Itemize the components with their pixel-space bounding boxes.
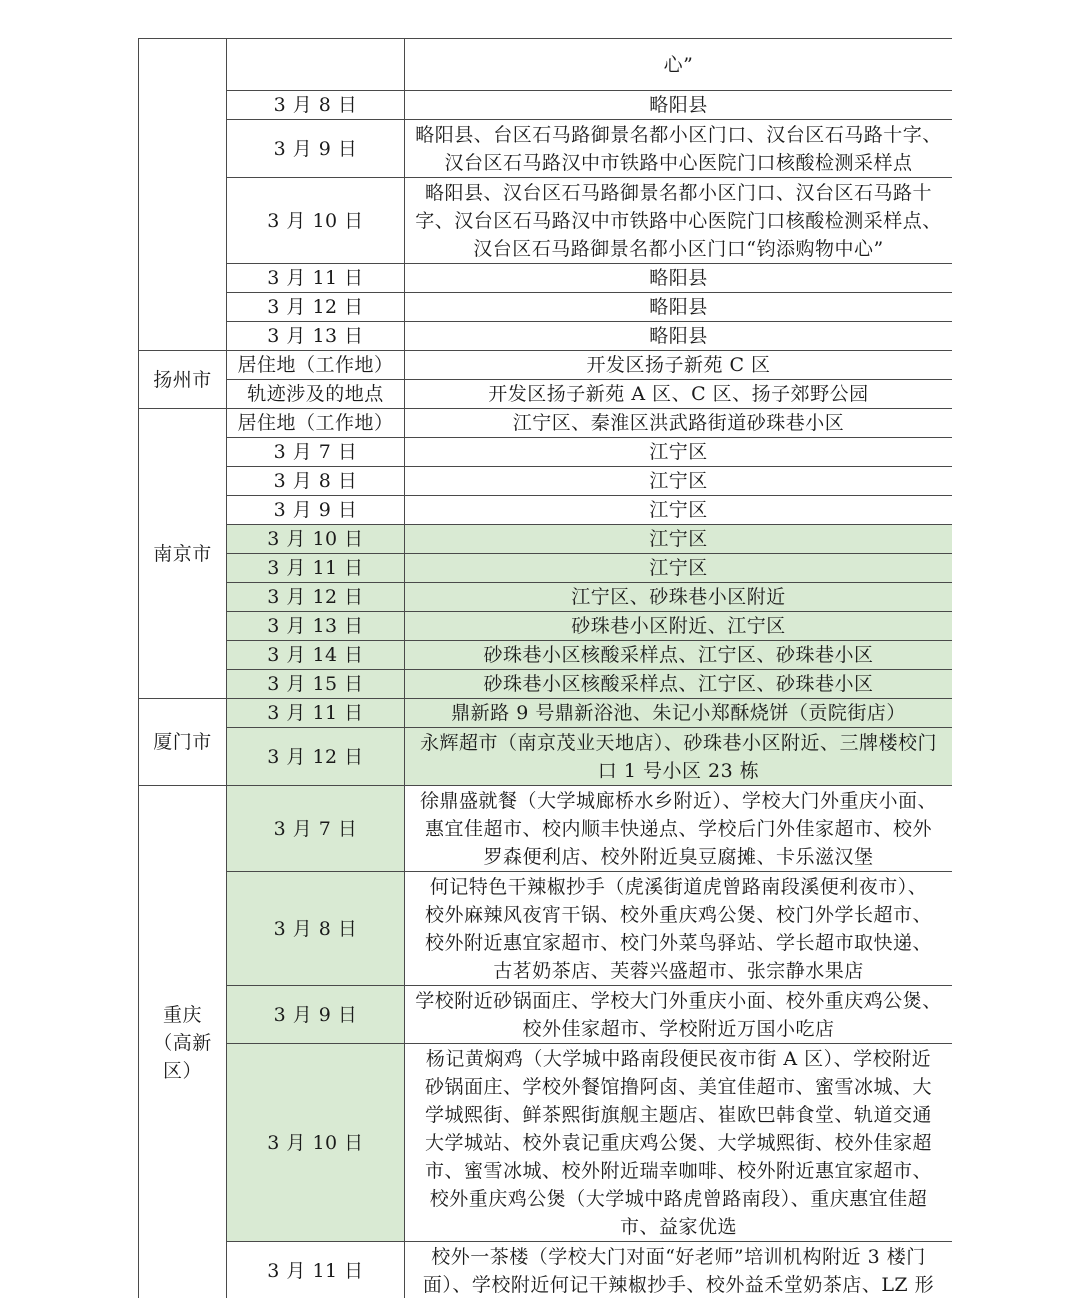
date-cell: 3 月 14 日 xyxy=(227,641,405,670)
date-cell: 3 月 15 日 xyxy=(227,670,405,699)
table-row xyxy=(139,120,953,178)
date-cell: 3 月 10 日 xyxy=(227,178,405,264)
date-cell: 3 月 13 日 xyxy=(227,322,405,351)
table-row xyxy=(139,1242,953,1299)
city-cell: 扬州市 xyxy=(139,351,227,409)
date-cell: 3 月 10 日 xyxy=(227,525,405,554)
place-cell: 砂珠巷小区附近、江宁区 xyxy=(405,612,953,641)
date-cell: 3 月 12 日 xyxy=(227,293,405,322)
place-cell: 江宁区、秦淮区洪武路街道砂珠巷小区 xyxy=(405,409,953,438)
city-cell: 重庆 （高新 区） xyxy=(139,786,227,1299)
date-cell: 3 月 7 日 xyxy=(227,786,405,872)
place-cell: 徐鼎盛就餐（大学城廊桥水乡附近）、学校大门外重庆小面、 惠宜佳超市、校内顺丰快递点、学校后门外佳家超市、校外 罗森便利店、校外附近臭豆腐摊、卡乐滋汉堡 xyxy=(405,786,953,872)
date-cell: 3 月 13 日 xyxy=(227,612,405,641)
date-cell: 3 月 8 日 xyxy=(227,872,405,986)
place-cell: 开发区扬子新苑 A 区、C 区、扬子郊野公园 xyxy=(405,380,953,409)
place-cell: 略阳县、汉台区石马路御景名都小区门口、汉台区石马路十 字、汉台区石马路汉中市铁路中心医院门口核酸检测采样点、 汉台区石马路御景名都小区门口“钧添购物中心” xyxy=(405,178,953,264)
table-row xyxy=(139,178,953,264)
date-cell: 3 月 11 日 xyxy=(227,554,405,583)
table-row xyxy=(139,786,953,872)
place-cell: 江宁区 xyxy=(405,467,953,496)
table-row-highlighted xyxy=(139,525,953,554)
table-row-highlighted xyxy=(139,670,953,699)
table-row-highlighted xyxy=(139,554,953,583)
date-cell: 3 月 10 日 xyxy=(227,1044,405,1242)
place-cell: 略阳县 xyxy=(405,264,953,293)
place-cell: 江宁区 xyxy=(405,438,953,467)
table-row xyxy=(139,438,953,467)
date-cell: 3 月 9 日 xyxy=(227,120,405,178)
date-cell: 3 月 7 日 xyxy=(227,438,405,467)
place-cell: 江宁区 xyxy=(405,496,953,525)
table-row-highlighted xyxy=(139,728,953,786)
date-cell: 3 月 8 日 xyxy=(227,91,405,120)
place-cell: 略阳县、台区石马路御景名都小区门口、汉台区石马路十字、 汉台区石马路汉中市铁路中心医院门口核酸检测采样点 xyxy=(405,120,953,178)
city-cell: 厦门市 xyxy=(139,699,227,786)
place-cell: 何记特色干辣椒抄手（虎溪街道虎曾路南段溪便利夜市）、 校外麻辣风夜宵干锅、校外重庆鸡公煲、校门外学长超市、 校外附近惠宜家超市、校门外菜鸟驿站、学长超市取快递、 古茗奶茶店、芙蓉兴盛超市、张宗静水果店 xyxy=(405,872,953,986)
table-row xyxy=(139,496,953,525)
place-cell: 砂珠巷小区核酸采样点、江宁区、砂珠巷小区 xyxy=(405,670,953,699)
table-row xyxy=(139,293,953,322)
table-row xyxy=(139,872,953,986)
place-cell: 略阳县 xyxy=(405,91,953,120)
table-row xyxy=(139,351,953,380)
place-cell: 砂珠巷小区核酸采样点、江宁区、砂珠巷小区 xyxy=(405,641,953,670)
date-cell: 3 月 12 日 xyxy=(227,728,405,786)
city-cell: 南京市 xyxy=(139,409,227,699)
place-cell: 学校附近砂锅面庄、学校大门外重庆小面、校外重庆鸡公煲、 校外佳家超市、学校附近万国小吃店 xyxy=(405,986,953,1044)
date-cell: 3 月 11 日 xyxy=(227,1242,405,1299)
place-cell: 江宁区 xyxy=(405,525,953,554)
date-cell xyxy=(227,39,405,91)
date-cell: 轨迹涉及的地点 xyxy=(227,380,405,409)
date-cell: 3 月 8 日 xyxy=(227,467,405,496)
travel-history-table xyxy=(138,38,952,1298)
table-row-highlighted xyxy=(139,612,953,641)
table-row xyxy=(139,467,953,496)
place-cell: 江宁区、砂珠巷小区附近 xyxy=(405,583,953,612)
place-cell: 鼎新路 9 号鼎新浴池、朱记小郑酥烧饼（贡院街店） xyxy=(405,699,953,728)
table-row-highlighted xyxy=(139,699,953,728)
date-cell: 3 月 11 日 xyxy=(227,699,405,728)
date-cell: 3 月 12 日 xyxy=(227,583,405,612)
place-cell: 略阳县 xyxy=(405,293,953,322)
table-row xyxy=(139,1044,953,1242)
table-row xyxy=(139,39,953,91)
place-cell: 略阳县 xyxy=(405,322,953,351)
city-cell xyxy=(139,39,227,351)
table-row xyxy=(139,409,953,438)
date-cell: 居住地（工作地） xyxy=(227,409,405,438)
document-page xyxy=(138,38,952,1298)
place-cell: 开发区扬子新苑 C 区 xyxy=(405,351,953,380)
table-row xyxy=(139,986,953,1044)
place-cell: 江宁区 xyxy=(405,554,953,583)
table-row xyxy=(139,91,953,120)
date-cell: 3 月 9 日 xyxy=(227,986,405,1044)
date-cell: 3 月 9 日 xyxy=(227,496,405,525)
table-row xyxy=(139,322,953,351)
place-cell: 永辉超市（南京茂业天地店）、砂珠巷小区附近、三牌楼校门 口 1 号小区 23 栋 xyxy=(405,728,953,786)
place-cell: 杨记黄焖鸡（大学城中路南段便民夜市街 A 区）、学校附近 砂锅面庄、学校外餐馆撸阿卤、美宜佳超市、蜜雪冰城、大 学城熙街、鲜茶熙街旗舰主题店、崔欧巴韩食堂、轨道交通 大学城站、校外袁记重庆鸡公煲、大学城熙街、校外佳家超 市、蜜雪冰城、校外附近瑞幸咖啡、校外附近惠宜家超市、 校外重庆鸡公煲（大学城中路虎曾路南段）、重庆惠宜佳超 市、益家优选 xyxy=(405,1044,953,1242)
table-row-highlighted xyxy=(139,641,953,670)
date-cell: 3 月 11 日 xyxy=(227,264,405,293)
date-cell: 居住地（工作地） xyxy=(227,351,405,380)
table-row xyxy=(139,264,953,293)
place-cell: 心” xyxy=(405,39,953,91)
place-cell: 校外一茶楼（学校大门对面“好老师”培训机构附近 3 楼门 面）、学校附近何记干辣椒抄手、校外益禾堂奶茶店、LZ 形 xyxy=(405,1242,953,1299)
table-row-highlighted xyxy=(139,583,953,612)
table-row xyxy=(139,380,953,409)
